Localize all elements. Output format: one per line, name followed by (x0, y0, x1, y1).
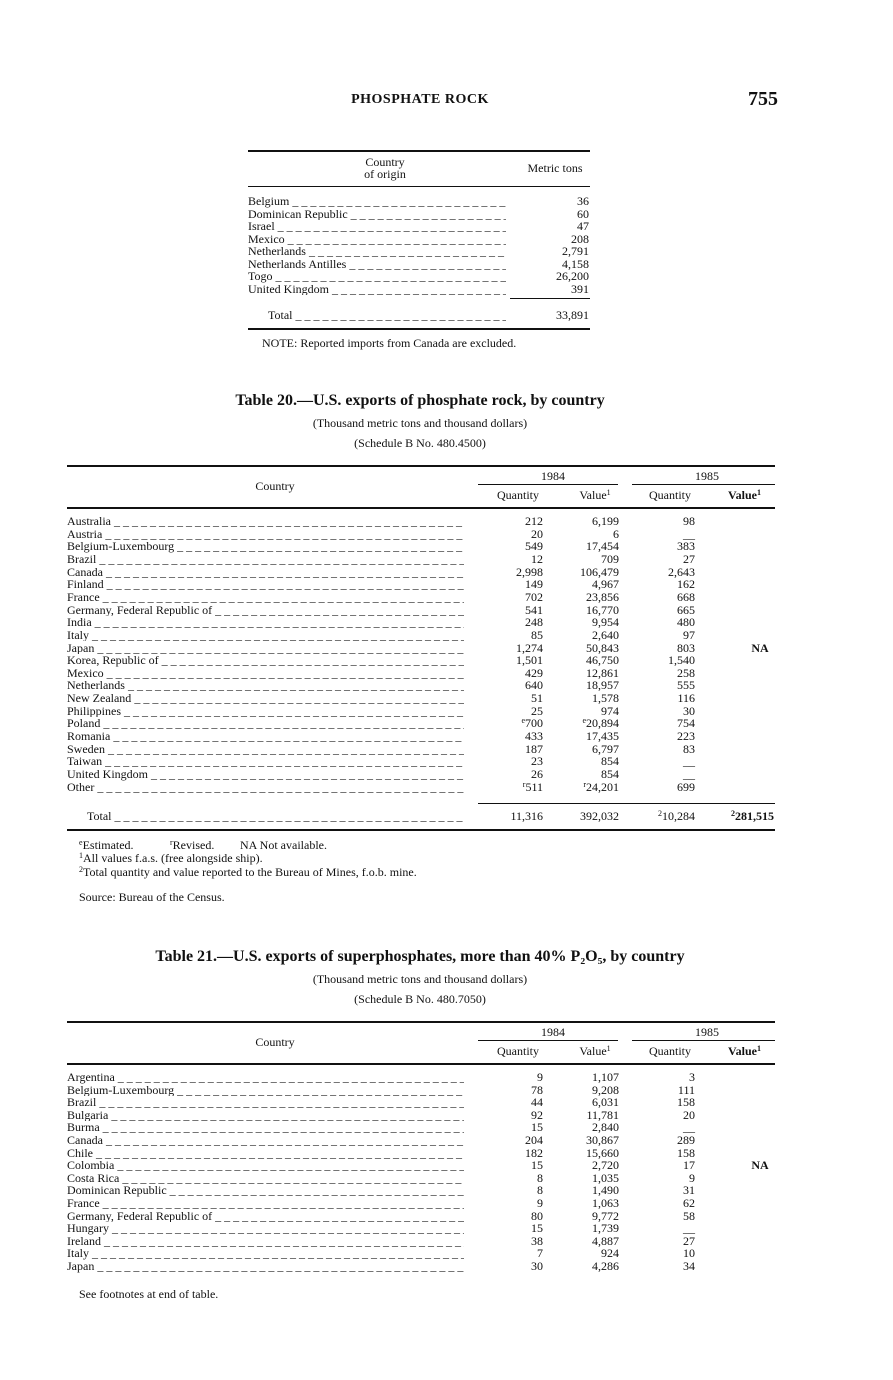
table-row-country: Other _ _ _ (67, 781, 464, 794)
table-row-value: 47 (577, 219, 589, 233)
table-row-country: Austria _ _ _ (67, 528, 464, 541)
table-row-country: Australia _ _ _ (67, 515, 464, 528)
page-number: 755 (748, 88, 778, 110)
table-row-value: 391 (571, 281, 589, 296)
table-row-quantity-1984: 1,501 (516, 653, 543, 668)
table-row-value-1984: 9,772 (592, 1208, 619, 1223)
column-header-year: 1984 (541, 1025, 565, 1039)
footnote-estimated: $^e$Estimated. (79, 838, 134, 852)
table-row-quantity-1984: 15 (531, 1158, 543, 1173)
table-row-quantity-1985: 30 (683, 703, 695, 718)
table-row-value-1984: 854 (601, 754, 619, 769)
table-row-value-1984: 9,954 (592, 615, 619, 630)
table-row-quantity-1985: 97 (683, 627, 695, 642)
table-row-quantity-1985: 162 (677, 577, 695, 592)
table-row-quantity-1984: 15 (531, 1221, 543, 1236)
table-row-quantity-1984: 541 (525, 602, 543, 617)
see-footnotes-note: See footnotes at end of table. (79, 1287, 219, 1301)
table-row-country: United Kingdom _ _ _ (248, 283, 506, 296)
table-rule (248, 186, 590, 187)
table-row-quantity-1984: 78 (531, 1082, 543, 1097)
table-rule (67, 829, 775, 831)
column-header-value: Value$^1$ (728, 1044, 761, 1058)
table-row-quantity-1985: 480 (677, 615, 695, 630)
table-row-value-1984: 106,479 (580, 564, 619, 579)
table-subtitle: (Thousand metric tons and thousand dollars) (312, 972, 528, 986)
table-row-country: Taiwan _ _ _ (67, 755, 464, 768)
table-row-quantity-1985: 27 (683, 551, 695, 566)
table-row-quantity-1985: __ (683, 1221, 695, 1236)
table-row-quantity-1985: 20 (683, 1107, 695, 1122)
table-row-quantity-1985: 665 (677, 602, 695, 617)
column-header-metric-tons: Metric tons (527, 161, 583, 175)
column-header-value: Value$^1$ (728, 488, 761, 502)
table-row-quantity-1984: 85 (531, 627, 543, 642)
table-source: Source: Bureau of the Census. (79, 890, 225, 904)
table-row-country: Colombia _ _ _ (67, 1159, 464, 1172)
table-row-value-1984: 2,640 (592, 627, 619, 642)
table-rule (67, 1021, 775, 1023)
table-rule (478, 803, 775, 804)
table-row-quantity-1985: 58 (683, 1208, 695, 1223)
table-rule (510, 298, 590, 299)
table-row-quantity-1985: 116 (677, 691, 695, 706)
table-row-quantity-1984: 182 (525, 1145, 543, 1160)
table-row-value-1984: 18,957 (586, 678, 619, 693)
table-row-value-1984: 1,035 (592, 1170, 619, 1185)
page-running-title: PHOSPHATE ROCK (351, 92, 489, 107)
table-row-quantity-1985: 555 (677, 678, 695, 693)
table-row-value-1984: 30,867 (586, 1133, 619, 1147)
table-row-quantity-1984: 149 (525, 577, 543, 592)
table-row-value-1984: 6 (613, 526, 619, 541)
table-row-quantity-1984: 38 (531, 1233, 543, 1248)
table-row-quantity-1984: 15 (531, 1120, 543, 1135)
table-row-value-1984: 854 (601, 767, 619, 781)
table-row-country: Canada _ _ _ (67, 1134, 464, 1147)
column-header-value: Value$^1$ (579, 488, 611, 502)
table-row-quantity-1985: 3 (689, 1070, 695, 1084)
column-header-quantity: Quantity (497, 488, 539, 502)
table-row-quantity-1984: 204 (525, 1133, 543, 1147)
table-row-quantity-1984: 549 (525, 539, 543, 554)
table-row-quantity-1984: 1,274 (516, 640, 543, 655)
table-row-value-1984: 1,739 (592, 1221, 619, 1236)
table-row-quantity-1985: 9 (689, 1170, 695, 1185)
table-row-quantity-1984: 26 (531, 767, 543, 781)
table-row-quantity-1984: 7 (537, 1246, 543, 1261)
table-row-quantity-1985: 31 (683, 1183, 695, 1198)
table-row-quantity-1984: 702 (525, 589, 543, 604)
table-row-quantity-1985: __ (683, 767, 695, 781)
table-rule (478, 484, 618, 485)
column-header-quantity: Quantity (497, 1044, 539, 1058)
table-row-country: Dominican Republic _ _ _ (248, 208, 506, 221)
table-row-country: Germany, Federal Republic of _ _ _ (67, 1210, 464, 1223)
table-row-country: Finland _ _ _ (67, 578, 464, 591)
table-row-quantity-1984: $^r$511 (522, 779, 543, 794)
table-row-quantity-1984: 51 (531, 691, 543, 706)
footnote-revised: $^r$Revised. (170, 838, 215, 852)
column-header-country: Country (255, 1035, 295, 1049)
column-header-year: 1984 (541, 469, 565, 483)
table-row-quantity-1985: __ (683, 526, 695, 541)
table-row-country: Mexico _ _ _ (248, 233, 506, 246)
table-row-quantity-1984: 429 (525, 665, 543, 680)
table-row-country: Canada _ _ _ (67, 566, 464, 579)
table-row-quantity-1985: 98 (683, 514, 695, 528)
na-label: NA (751, 640, 769, 655)
table-row-quantity-1985: 34 (683, 1259, 695, 1273)
column-header-value: Value$^1$ (579, 1044, 611, 1058)
table-row-quantity-1984: 187 (525, 741, 543, 756)
table-row-value-1984: 1,063 (592, 1196, 619, 1210)
table-row-quantity-1984: 44 (531, 1095, 543, 1110)
total-value: 33,891 (556, 308, 589, 322)
table-row-value: 60 (577, 206, 589, 221)
table-title: Table 20.—U.S. exports of phosphate rock, by country (235, 392, 605, 409)
table-note: NOTE: Reported imports from Canada are excluded. (262, 336, 517, 350)
table-row-quantity-1985: 1,540 (668, 653, 695, 668)
table-row-country: Belgium _ _ _ (248, 195, 506, 208)
table-row-quantity-1985: 2,643 (668, 564, 695, 579)
table-row-quantity-1984: 80 (531, 1208, 543, 1223)
table-row-quantity-1984: 212 (525, 514, 543, 528)
table-row-quantity-1984: 9 (537, 1070, 543, 1084)
table-row-quantity-1985: 699 (677, 779, 695, 794)
table-row-country: Brazil _ _ _ (67, 1096, 464, 1109)
table-rule (67, 507, 775, 509)
table-row-country: United Kingdom _ _ _ (67, 768, 464, 781)
table-row-country: France _ _ _ (67, 1197, 464, 1210)
table-row-value-1984: 4,286 (592, 1259, 619, 1273)
table-row-country: Italy _ _ _ (67, 629, 464, 642)
table-row-value-1984: 15,660 (586, 1145, 619, 1160)
table-row-country: Japan _ _ _ (67, 642, 464, 655)
table-row-quantity-1985: 383 (677, 539, 695, 554)
table-row-value-1984: 11,781 (586, 1107, 619, 1122)
table-row-quantity-1984: 433 (525, 729, 543, 744)
table-row-quantity-1985: 17 (683, 1158, 695, 1173)
table-row-quantity-1984: 25 (531, 703, 543, 718)
table-row-quantity-1984: 30 (531, 1259, 543, 1273)
table-row-value-1984: 4,967 (592, 577, 619, 592)
table-row-quantity-1984: 2,998 (516, 564, 543, 579)
table-row-value-1984: 6,199 (592, 514, 619, 528)
table-row-quantity-1984: 640 (525, 678, 543, 693)
table-title: Table 21.—U.S. exports of superphosphates, more than 40% P₂O₅, by country (155, 948, 685, 965)
table-row-value-1984: 17,454 (586, 539, 619, 554)
table-subtitle: (Schedule B No. 480.4500) (354, 436, 486, 450)
table-row-value-1984: 9,208 (592, 1082, 619, 1097)
table-row-country: Netherlands _ _ _ (67, 679, 464, 692)
column-header-country: Country (255, 479, 295, 493)
table-row-quantity-1985: 27 (683, 1233, 695, 1248)
table-rule (248, 328, 590, 330)
table-subtitle: (Thousand metric tons and thousand dollars) (312, 416, 528, 430)
table-row-value: 26,200 (556, 269, 589, 283)
table-row-value-1984: 12,861 (586, 665, 619, 680)
table-row-country: Korea, Republic of _ _ _ (67, 654, 464, 667)
table-row-quantity-1985: __ (683, 754, 695, 769)
footnote-1: $^1$All values f.a.s. (free alongside ship). (79, 851, 263, 865)
total-value-1985: $^2$281,515 (731, 809, 774, 823)
total-label: Total _ _ _ (87, 810, 464, 823)
table-row-value-1984: 17,435 (586, 729, 619, 744)
column-header-country: of origin (364, 167, 406, 181)
table-row-value-1984: 709 (601, 551, 619, 566)
column-header-year: 1985 (695, 469, 719, 483)
table-row-country: Romania _ _ _ (67, 730, 464, 743)
table-row-value-1984: 16,770 (586, 602, 619, 617)
table-row-country: Netherlands _ _ _ (248, 245, 506, 258)
table-row-quantity-1985: 158 (677, 1145, 695, 1160)
footnote-2: $^2$Total quantity and value reported to the Bureau of Mines, f.o.b. mine. (79, 865, 417, 879)
column-header-quantity: Quantity (649, 1044, 691, 1058)
table-row-value-1984: 6,797 (592, 741, 619, 756)
table-rule (67, 465, 775, 467)
table-row-value-1984: 974 (601, 703, 619, 718)
table-row-value-1984: 6,031 (592, 1095, 619, 1110)
table-row-quantity-1985: 83 (683, 741, 695, 756)
table-row-country: Poland _ _ _ (67, 717, 464, 730)
table-row-quantity-1985: 111 (677, 1082, 695, 1097)
table-row-country: Togo _ _ _ (248, 270, 506, 283)
table-row-value-1984: 23,856 (586, 589, 619, 604)
total-value-1984: 392,032 (580, 809, 619, 823)
table-row-quantity-1984: $^e$700 (521, 716, 543, 731)
table-row-value: 4,158 (562, 256, 589, 271)
na-label: NA (751, 1158, 769, 1173)
table-row-value: 2,791 (562, 244, 589, 258)
table-row-value-1984: 924 (601, 1246, 619, 1261)
table-row-quantity-1985: 258 (677, 665, 695, 680)
table-row-quantity-1985: 754 (677, 716, 695, 731)
table-row-value-1984: $^r$24,201 (583, 779, 619, 794)
table-row-value: 36 (577, 194, 589, 208)
table-row-quantity-1984: 248 (525, 615, 543, 630)
table-row-quantity-1984: 92 (531, 1107, 543, 1122)
table-row-country: Ireland _ _ _ (67, 1235, 464, 1248)
column-header-quantity: Quantity (649, 488, 691, 502)
table-row-value-1984: 50,843 (586, 640, 619, 655)
table-row-quantity-1984: 23 (531, 754, 543, 769)
table-rule (67, 1063, 775, 1065)
table-row-country: Chile _ _ _ (67, 1147, 464, 1160)
table-row-country: India _ _ _ (67, 616, 464, 629)
table-row-country: Philippines _ _ _ (67, 705, 464, 718)
table-row-quantity-1984: 8 (537, 1170, 543, 1185)
total-label: Total _ _ _ (268, 309, 506, 322)
table-row-quantity-1985: 158 (677, 1095, 695, 1110)
table-row-value-1984: 1,490 (592, 1183, 619, 1198)
table-row-country: Mexico _ _ _ (67, 667, 464, 680)
table-row-country: France _ _ _ (67, 591, 464, 604)
column-header-year: 1985 (695, 1025, 719, 1039)
table-row-country: Costa Rica _ _ _ (67, 1172, 464, 1185)
table-rule (632, 1040, 775, 1041)
table-row-quantity-1984: 20 (531, 526, 543, 541)
table-row-country: Bulgaria _ _ _ (67, 1109, 464, 1122)
table-row-quantity-1985: 289 (677, 1133, 695, 1147)
table-rule (632, 484, 775, 485)
table-row-value-1984: $^e$20,894 (582, 716, 619, 731)
table-row-country: Japan _ _ _ (67, 1260, 464, 1273)
table-row-quantity-1985: __ (683, 1120, 695, 1135)
table-row-quantity-1985: 62 (683, 1196, 695, 1210)
table-row-country: Belgium-Luxembourg _ _ _ (67, 540, 464, 553)
table-row-value-1984: 46,750 (586, 653, 619, 668)
column-header-country: Country (365, 155, 405, 169)
table-row-country: Israel _ _ _ (248, 220, 506, 233)
table-row-country: Germany, Federal Republic of _ _ _ (67, 604, 464, 617)
table-row-country: Dominican Republic _ _ _ (67, 1184, 464, 1197)
table-row-country: Italy _ _ _ (67, 1247, 464, 1260)
table-row-country: Argentina _ _ _ (67, 1071, 464, 1084)
total-quantity-1984: 11,316 (510, 809, 543, 823)
table-row-quantity-1984: 12 (531, 551, 543, 566)
footnote-na: NA Not available. (240, 838, 327, 852)
table-row-country: Netherlands Antilles _ _ _ (248, 258, 506, 271)
table-row-value-1984: 2,720 (592, 1158, 619, 1173)
table-row-value-1984: 4,887 (592, 1233, 619, 1248)
table-row-quantity-1985: 803 (677, 640, 695, 655)
table-subtitle: (Schedule B No. 480.7050) (354, 992, 486, 1006)
table-row-quantity-1985: 223 (677, 729, 695, 744)
table-row-value-1984: 2,840 (592, 1120, 619, 1135)
table-row-country: Sweden _ _ _ (67, 743, 464, 756)
table-row-value-1984: 1,107 (592, 1070, 619, 1084)
total-quantity-1985: $^2$10,284 (658, 809, 695, 823)
table-row-country: Belgium-Luxembourg _ _ _ (67, 1084, 464, 1097)
table-row-quantity-1984: 9 (537, 1196, 543, 1210)
table-row-quantity-1985: 10 (683, 1246, 695, 1261)
table-row-country: New Zealand _ _ _ (67, 692, 464, 705)
table-row-quantity-1984: 8 (537, 1183, 543, 1198)
table-rule (248, 150, 590, 152)
table-row-value-1984: 1,578 (592, 691, 619, 706)
table-rule (478, 1040, 618, 1041)
table-row-country: Brazil _ _ _ (67, 553, 464, 566)
table-row-country: Burma _ _ _ (67, 1121, 464, 1134)
table-row-country: Hungary _ _ _ (67, 1222, 464, 1235)
table-row-quantity-1985: 668 (677, 589, 695, 604)
table-row-value: 208 (571, 231, 589, 246)
